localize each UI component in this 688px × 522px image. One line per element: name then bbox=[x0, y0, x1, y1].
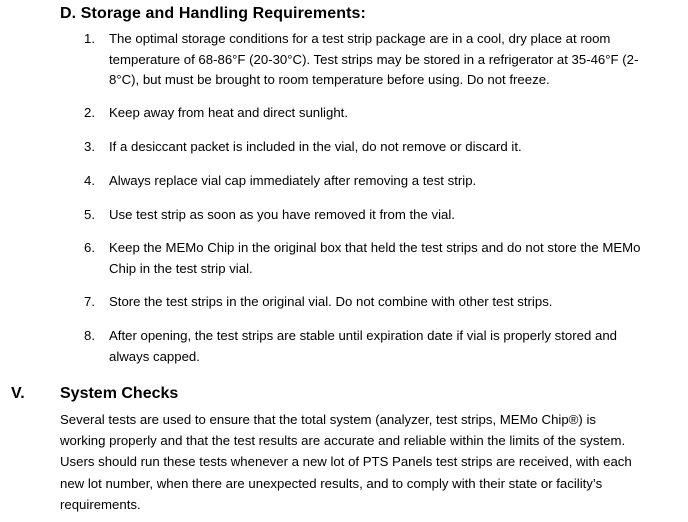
list-item-text: Store the test strips in the original vial. Do not combine with other test strips. bbox=[109, 294, 553, 309]
list-item-text: Keep away from heat and direct sunlight. bbox=[109, 105, 348, 120]
list-item-number: 7. bbox=[84, 294, 95, 309]
list-item bbox=[84, 137, 654, 158]
list-item bbox=[84, 205, 654, 226]
list-item-text: Keep the MEMo Chip in the original box that held the test strips and do not store the MEMo Chip in the test strip vial. bbox=[109, 240, 641, 276]
list-item bbox=[84, 171, 654, 192]
list-item-number: 3. bbox=[84, 139, 95, 154]
list-item-number: 4. bbox=[84, 173, 95, 188]
list-item-number: 6. bbox=[84, 240, 95, 255]
section-title: System Checks bbox=[60, 385, 179, 402]
list-item bbox=[84, 326, 654, 367]
list-item bbox=[84, 29, 654, 91]
list-item-text: After opening, the test strips are stable until expiration date if vial is properly stored and always capped. bbox=[109, 328, 617, 364]
storage-heading: D. Storage and Handling Requirements: bbox=[60, 5, 366, 22]
list-item-text: Use test strip as soon as you have removed it from the vial. bbox=[109, 207, 455, 222]
list-item bbox=[84, 238, 654, 279]
list-item-number: 2. bbox=[84, 105, 95, 120]
list-item-number: 1. bbox=[84, 31, 95, 46]
list-item-text: The optimal storage conditions for a test strip package are in a cool, dry place at room temperature of 68-86°F (20-30°C). Test strips may be stored in a refrigerator at 35-46°F (2-8°C), but must be brought to room temperature before using. Do not freeze. bbox=[109, 31, 639, 87]
section-number: V. bbox=[11, 385, 25, 402]
list-item-number: 8. bbox=[84, 328, 95, 343]
list-item bbox=[84, 103, 654, 124]
section-paragraph: Several tests are used to ensure that the total system (analyzer, test strips, MEMo Chip®) is working properly and that the test results are accurate and reliable within the limits of the system. Users should run these tests whenever a new lot of PTS Panels test strips are received, with each new lot number, when there are unexpected results, and to comply with their state or facility’s requirements. bbox=[60, 412, 632, 512]
list-item-text: Always replace vial cap immediately after removing a test strip. bbox=[109, 173, 477, 188]
list-item-text: If a desiccant packet is included in the vial, do not remove or discard it. bbox=[109, 139, 522, 154]
list-item-number: 5. bbox=[84, 207, 95, 222]
list-item bbox=[84, 292, 654, 313]
